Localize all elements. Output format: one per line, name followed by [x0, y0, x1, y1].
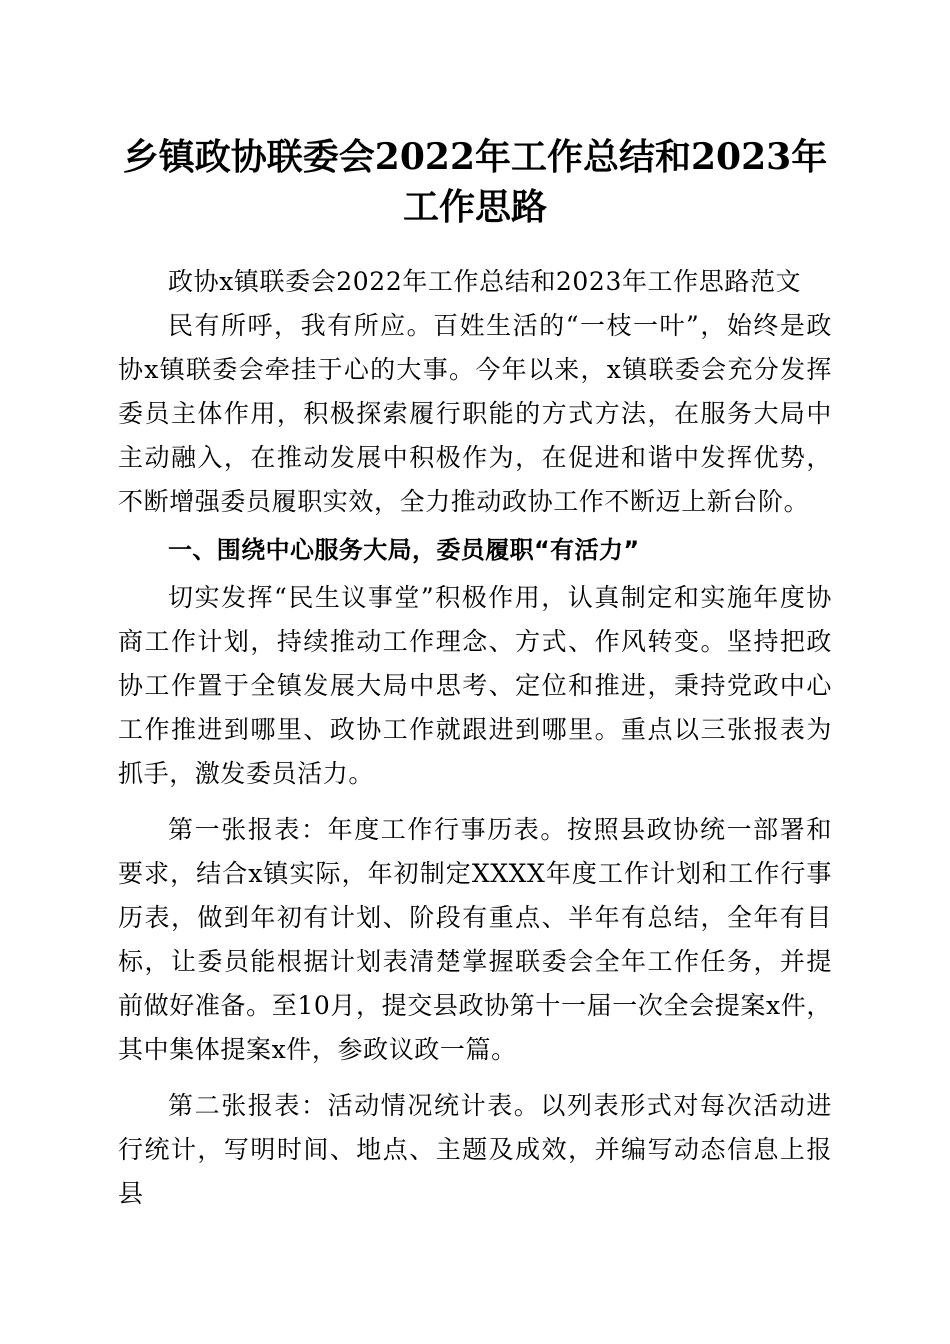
report-two-paragraph: 第二张报表：活动情况统计表。以列表形式对每次活动进行统计，写明时间、地点、主题及成效，并编写动态信息上报县 — [118, 1091, 832, 1208]
document-title: 乡镇政协联委会2022年工作总结和2023年工作思路 — [122, 136, 828, 228]
report-one-paragraph: 第一张报表：年度工作行事历表。按照县政协统一部署和要求，结合x镇实际，年初制定XXXX年度工作计划和工作行事历表，做到年初有计划、阶段有重点、半年有总结，全年有目标，让委员能根据计划表清楚掌握联委会全年工作任务，并提前做好准备。至10月，提交县政协第十一届一次全会提案x件，其中集体提案x件，参政议政一篇。 — [118, 815, 832, 1064]
section-paragraph: 切实发挥“民生议事堂”积极作用，认真制定和实施年度协商工作计划，持续推动工作理念、方式、作风转变。坚持把政协工作置于全镇发展大局中思考、定位和推进，秉持党政中心工作推进到哪里、政协工作就跟进到哪里。重点以三张报表为抓手，激发委员活力。 — [118, 583, 832, 788]
intro-paragraph: 民有所呼，我有所应。百姓生活的“一枝一叶”，始终是政协x镇联委会牵挂于心的大事。今年以来，x镇联委会充分发挥委员主体作用，积极探索履行职能的方式方法，在服务大局中主动融入，在推动发展中积极作为，在促进和谐中发挥优势，不断增强委员履职实效，全力推动政协工作不断迈上新台阶。 — [118, 311, 832, 516]
section-heading: 一、围绕中心服务大局，委员履职“有活力” — [168, 536, 640, 564]
document-body — [118, 260, 832, 1216]
subtitle-paragraph: 政协x镇联委会2022年工作总结和2023年工作思路范文 — [168, 267, 802, 296]
